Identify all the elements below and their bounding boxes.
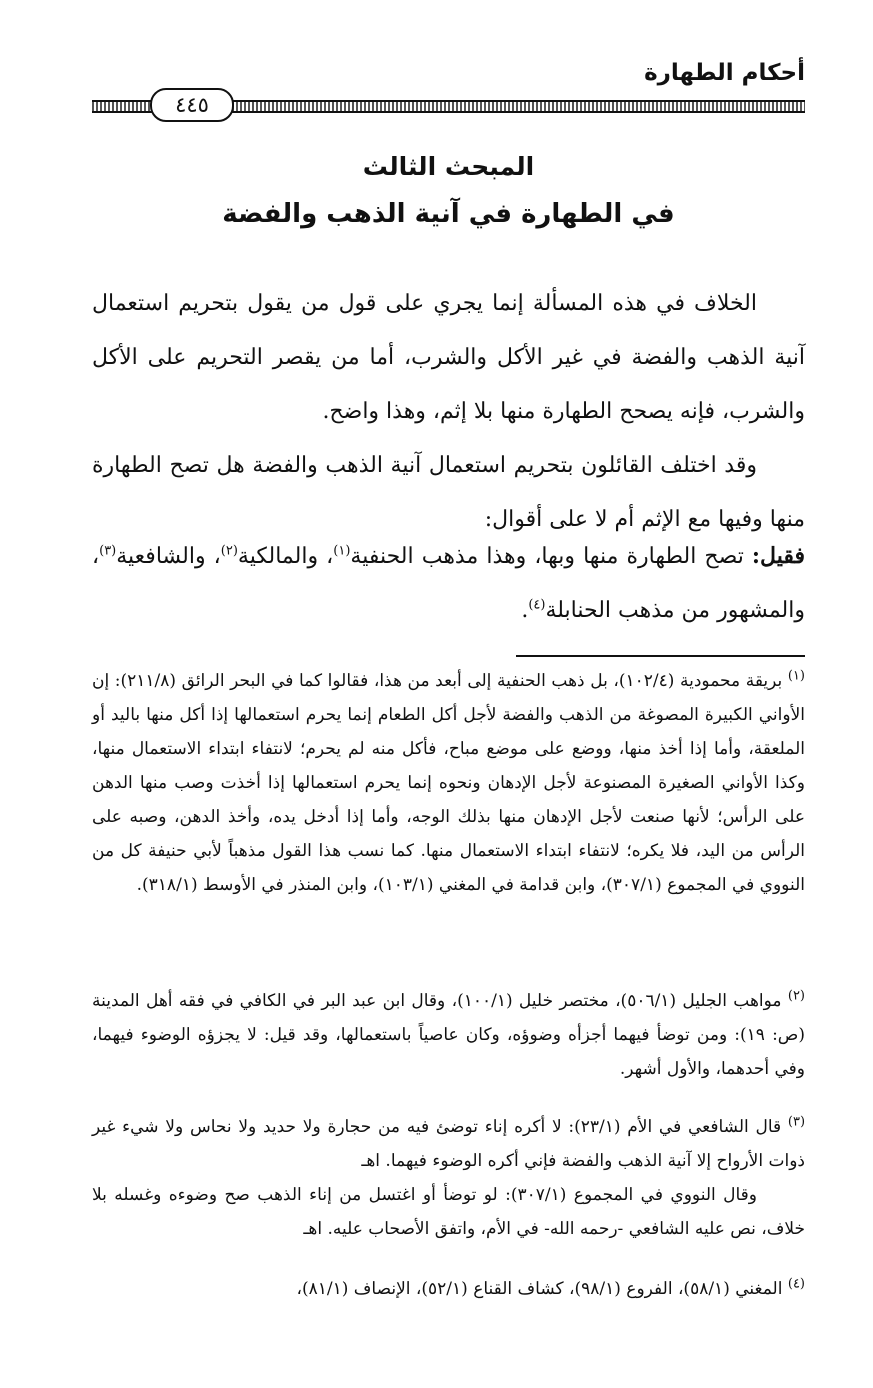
footnote-4-marker: (٤) — [787, 1276, 805, 1292]
footnote-2 — [92, 984, 805, 1086]
footnote-3-text — [92, 1110, 805, 1178]
footnote-3-marker: (٣) — [787, 1114, 806, 1130]
footnote-1-text — [92, 664, 805, 902]
footnote-separator — [516, 655, 805, 657]
section-title: في الطهارة في آنية الذهب والفضة — [222, 199, 675, 229]
footnote-1 — [92, 664, 805, 902]
footnote-2-body: مواهب الجليل (٥٠٦/١)، مختصر خليل (١٠٠/١)، وقال ابن عبد البر في الكافي في فقه أهل المدينة (ص: ١٩): ومن توضأ فيهما أجزأه وضوؤه، وكان عاصياً باستعمالها، وقد قيل: لا يجزؤه الوضوء فيهما، وفي أحدهما، والأول أشهر. — [92, 991, 805, 1079]
footnote-ref-4[interactable]: (٤) — [528, 597, 546, 613]
footnote-2-text — [92, 984, 805, 1086]
paragraph-3-part-a: تصح الطهارة منها وبها، وهذا مذهب الحنفية — [350, 544, 752, 569]
footnote-4-body: المغني (٥٨/١)، الفروع (٩٨/١)، كشاف القناع (٥٢/١)، الإنصاف (٨١/١)، — [296, 1279, 788, 1299]
page-number: ٤٤٥ — [150, 88, 234, 122]
footnote-3 — [92, 1110, 805, 1246]
paragraph-3-text — [92, 529, 805, 638]
paragraph-3-part-d: ، والمشهور من مذهب الحنابلة — [92, 544, 805, 623]
paragraph-1-text: الخلاف في هذه المسألة إنما يجري على قول من يقول بتحريم استعمال آنية الذهب والفضة في غير الأكل والشرب، أما من يقصر التحريم على الأكل والشرب، فإنه يصحح الطهارة منها بلا إثم، وهذا واضح. — [92, 291, 805, 424]
running-title: أحكام الطهارة — [644, 60, 805, 86]
paragraph-3 — [92, 529, 805, 638]
footnote-4 — [92, 1272, 805, 1306]
footnote-ref-3[interactable]: (٣) — [99, 543, 117, 559]
footnote-3-continuation: وقال النووي في المجموع (٣٠٧/١): لو توضأ أو اغتسل من إناء الذهب صح وضوءه وغسله بلا خلاف، نص عليه الشافعي -رحمه الله- في الأم، واتفق الأصحاب عليه. اهـ — [92, 1185, 805, 1239]
footnote-ref-2[interactable]: (٢) — [220, 543, 238, 559]
paragraph-2-text: وقد اختلف القائلون بتحريم استعمال آنية الذهب والفضة هل تصح الطهارة منها وفيها مع الإثم أم لا على أقوال: — [92, 453, 805, 532]
section-heading: المبحث الثالث — [362, 152, 535, 181]
footnote-2-marker: (٢) — [787, 988, 805, 1004]
paragraph-3-part-b: ، والمالكية — [237, 544, 334, 569]
footnote-4-text — [92, 1272, 805, 1306]
footnote-3-body: قال الشافعي في الأم (٢٣/١): لا أكره إناء توضئ فيه من حجارة ولا حديد ولا نحاس ولا شيء غير ذوات الأرواح إلا آنية الذهب والفضة فإني أكره الوضوء فيهما. اهـ — [92, 1117, 805, 1171]
paragraph-3-part-c: ، والشافعية — [116, 544, 221, 569]
paragraph-1 — [92, 277, 805, 439]
paragraph-3-part-e: . — [521, 598, 529, 623]
footnote-ref-1[interactable]: (١) — [333, 543, 351, 559]
paragraph-3-lead: فقيل: — [751, 543, 805, 569]
footnote-1-marker: (١) — [787, 668, 805, 684]
footnote-1-body: بريقة محمودية (١٠٢/٤)، بل ذهب الحنفية إلى أبعد من هذا، فقالوا كما في البحر الرائق (٢١١/٨): إن الأواني الكبيرة المصوغة من الذهب والفضة لأجل أكل الطعام إنما يحرم استعمالها إذا أكل منها باليد أو الملعقة، وأما إذا أخذ منها، ووضع على موضع مباح، فأكل منه لم يحرم؛ لانتفاء ابتداء الاستعمال منها، وكذا الأواني الصغيرة المصنوعة لأجل الإدهان ونحوه إنما يحرم استعمالها إذا أخذت وصب منها الدهن على الرأس؛ لأنها صنعت لأجل الإدهان منها بذلك الوجه، وأما إذا أدخل يده، وأخذ الدهن، وصبه على الرأس من اليد، فلا يكره؛ لانتفاء ابتداء الاستعمال منها. كما نسب هذا القول مذهباً لأبي حنيفة كل من النووي في المجموع (٣٠٧/١)، وابن قدامة في المغني (١٠٣/١)، وابن المنذر في الأوسط (٣١٨/١). — [92, 671, 805, 895]
